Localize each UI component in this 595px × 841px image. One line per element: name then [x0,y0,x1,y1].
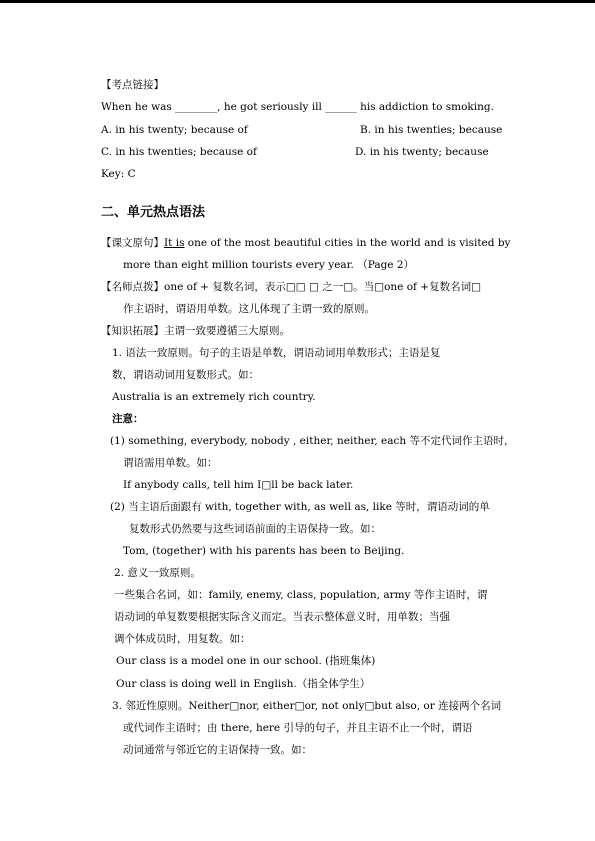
original-it: It [164,237,173,249]
rule3-line3: 动词通常与邻近它的主语保持一致。如： [123,744,312,756]
rule2-example1: Our class is a model one in our school. (指班集体) [116,655,376,667]
option-b: B. in his twenties; because [360,124,503,136]
rule1-line1: 1. 语法一致原则。句子的主语是单数，谓语动词用单数形式；主语是复 [112,347,441,359]
rule1-line2: 数，谓语动词用复数形式。如： [112,369,259,381]
top-border [0,0,595,3]
answer-key: Key: C [101,168,136,180]
original-label: 【课文原句】 [101,237,164,249]
rule2-line1: 一些集合名词，如：family, enemy, class, population, army 等作主语时，谓 [114,589,488,601]
note-item2-line1: (2) 当主语后面跟有 with, together with, as well as, like 等时，谓语动词的单 [110,501,490,513]
rule1-example: Australia is an extremely rich country. [112,391,316,403]
original-sentence-line2: more than eight million tourists every year. （Page 2） [123,259,415,271]
rule2-example2: Our class is doing well in English.（指全体学生） [116,678,371,690]
exam-link-title: 【考点链接】 [101,79,164,91]
original-rest: one of the most beautiful cities in the world and is visited by [184,237,511,249]
rule3-line2: 或代词作主语时；由 there, here 引导的句子，并且主语不止一个时，谓语 [123,722,473,734]
extension-text: 【知识拓展】主谓一致要遵循三大原则。 [101,325,290,337]
rule2-title: 2. 意义一致原则。 [114,567,201,579]
option-d: D. in his twenty; because [355,146,489,158]
original-is: is [172,237,185,249]
tip-line1: 【名师点拨】one of + 复数名词，表示□□ □ 之一□。当□one of +复数名词□ [101,281,481,293]
option-c: C. in his twenties; because of [101,146,257,158]
rule2-line3: 调个体成员时，用复数。如： [114,633,251,645]
note-item2-line2: 复数形式仍然要与这些词语前面的主语保持一致。如： [129,523,381,535]
rule3-line1: 3. 邻近性原则。Neither□nor, either□or, not only□but also, or 连接两个名词 [112,700,502,712]
note-item2-example: Tom, (together) with his parents has been to Beijing. [123,545,405,557]
section-heading: 二、单元热点语法 [101,205,206,220]
note-label: 注意： [112,413,144,425]
rule2-line2: 语动词的单复数要根据实际含义而定。当表示整体意义时，用单数；当强 [114,611,450,623]
note-item1-example: If anybody calls, tell him I□ll be back later. [123,479,354,491]
option-a: A. in his twenty; because of [101,124,248,136]
exam-question: When he was ________, he got seriously ill ______ his addiction to smoking. [101,101,494,113]
original-sentence-line1 [101,236,510,250]
tip-line2: 作主语时，谓语用单数。这儿体现了主谓一致的原则。 [123,303,375,315]
note-item1-line2: 谓语需用单数。如： [123,457,218,469]
note-item1-line1: (1) something, everybody, nobody , either, neither, each 等不定代词作主语时， [110,435,515,447]
